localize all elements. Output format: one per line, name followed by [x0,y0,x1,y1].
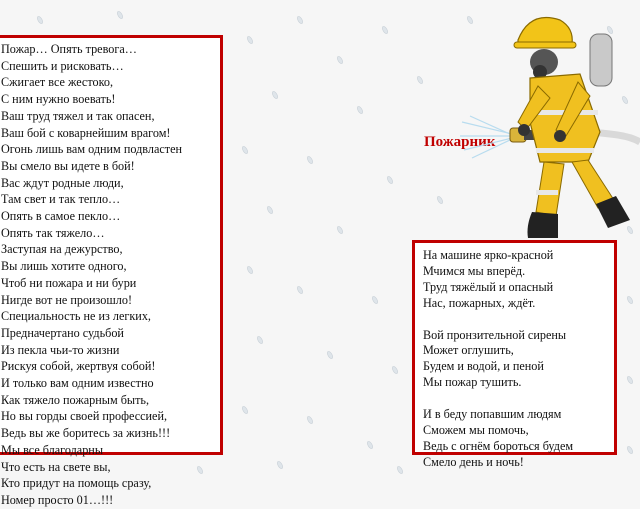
poem-line: Чтоб ни пожара и ни бури [1,275,137,290]
poem-line: Нас, пожарных, ждёт. [423,295,536,310]
poem-line: Рискуя собой, жертвуя собой! [1,359,156,374]
firefighter-illustration [460,12,640,247]
poem-line: Как тяжело пожарным быть, [1,392,150,407]
poem-line: Мы пожар тушить. [423,375,522,390]
poem-line: Кто придут на помощь сразу, [1,476,152,491]
poem-line: Может оглушить, [423,343,514,358]
poem-line: Опять в самое пекло… [1,209,121,224]
poem-line: Вы смело вы идете в бой! [1,158,135,173]
poem-line: Что есть на свете вы, [1,459,111,474]
poem-line: И только вам одним известно [1,376,154,391]
poem-line: Огонь лишь вам одним подвластен [1,142,183,157]
poem-line: Заступая на дежурство, [1,242,123,257]
poem-line: Ведь с огнём бороться будем [423,438,574,453]
poem-line: Спешить и рисковать… [1,58,124,73]
poem-line: Пожар… Опять тревога… [1,42,137,56]
poem-line: Из пекла чьи-то жизни [1,342,120,357]
water-spray-icon [460,116,512,158]
poem-line: Сможем мы помочь, [423,422,529,437]
poem-line: Там свет и так тепло… [1,192,121,207]
poem-line: Опять так тяжело… [1,225,105,240]
poem-line: Сжигает все жестоко, [1,75,114,90]
poem-line [423,391,614,407]
right-poem-panel [412,240,617,469]
poem-line [423,312,614,328]
poem-line: Нигде вот не произошло! [1,292,133,307]
poem-line: И в беду попавшим людям [423,407,562,422]
poem-line: Вы лишь хотите одного, [1,259,127,274]
poem-line: Специальность не из легких, [1,309,151,324]
left-poem-panel [0,35,223,507]
poem-line: С ним нужно воевать! [1,92,116,107]
poem-line: Труд тяжёлый и опасный [423,279,554,294]
poem-line: Предначертано судьбой [1,325,124,340]
poem-line: Ведь вы же боритесь за жизнь!!! [1,426,171,441]
poem-line: Мы все благодарны [1,442,104,457]
poem-line: На машине ярко-красной [423,248,554,262]
poem-line: Но вы горды своей профессией, [1,409,168,424]
poem-line: Будем и водой, и пеной [423,359,544,374]
poem-line: Номер просто 01…!!! [1,492,114,507]
poem-line: Вас ждут родные люди, [1,175,124,190]
poem-line: Ваш бой с коварнейшим врагом! [1,125,171,140]
poem-line: Смело день и ночь! [423,454,524,469]
firefighter-caption: Пожарник [424,134,496,150]
poem-line: Ваш труд тяжел и так опасен, [1,108,155,123]
poem-line: Вой пронзительной сирены [423,327,567,342]
poem-line: Мчимся мы вперёд. [423,263,526,278]
